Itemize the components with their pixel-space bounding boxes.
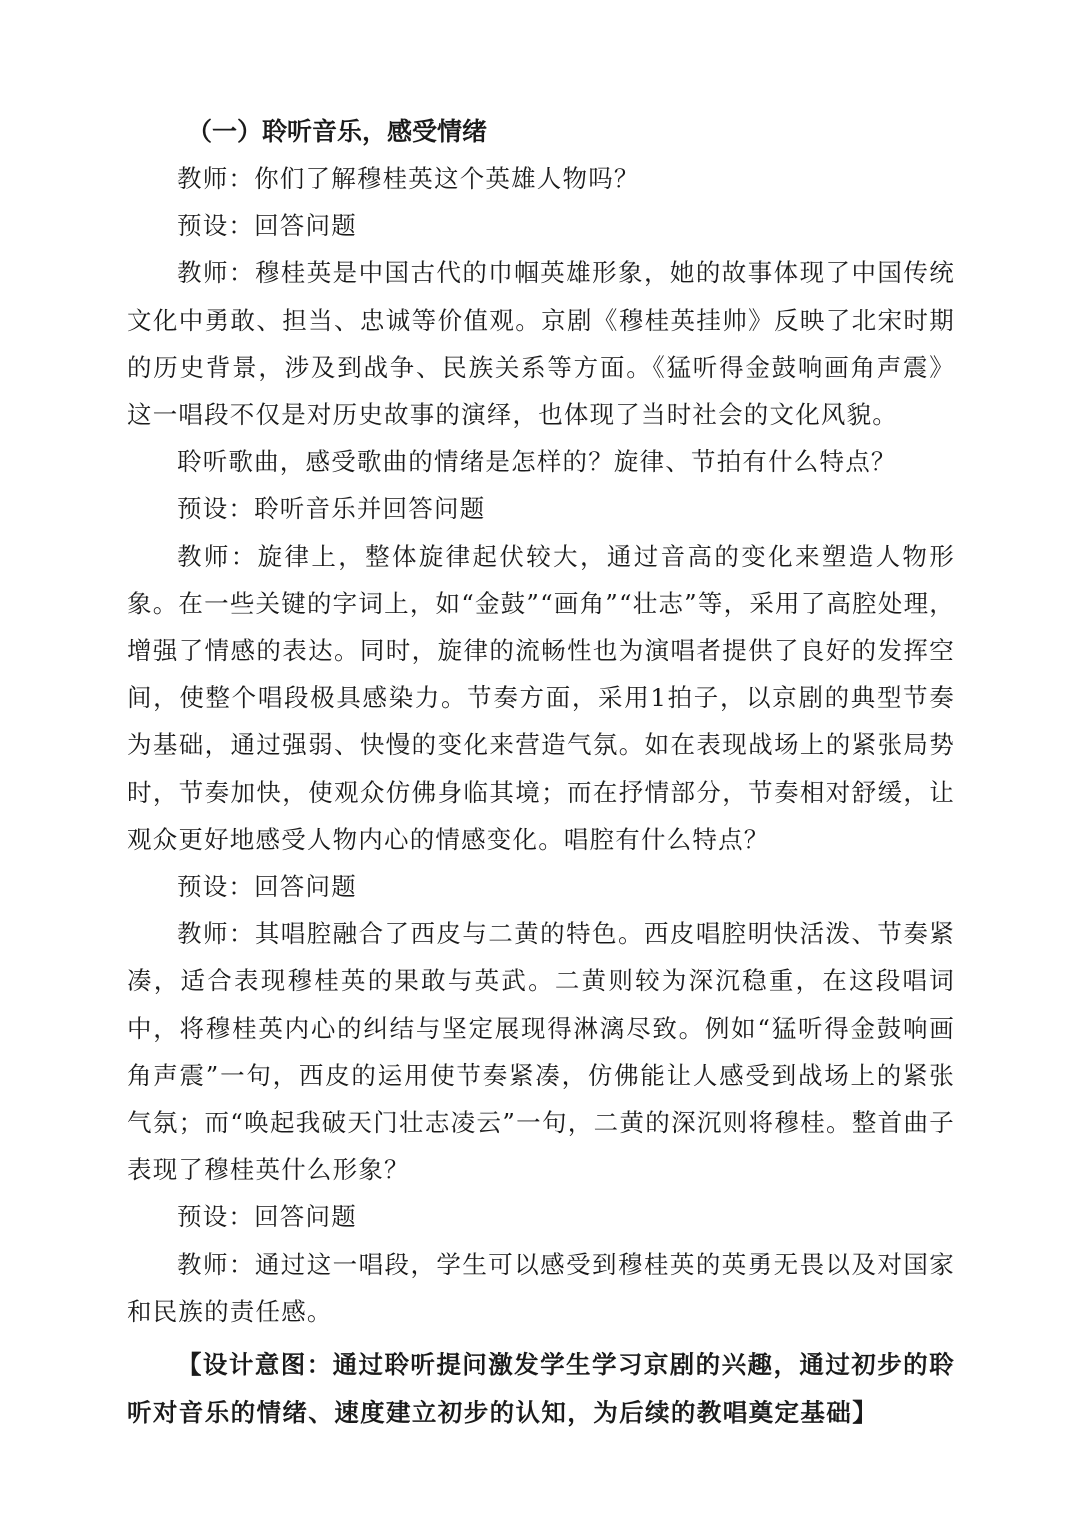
paragraph-teacher-summary: 教师：通过这一唱段，学生可以感受到穆桂英的英勇无畏以及对国家和民族的责任感。 xyxy=(127,1249,955,1326)
paragraph-preset-4: 预设：回答问题 xyxy=(177,1202,357,1232)
paragraph-preset-2: 预设：聆听音乐并回答问题 xyxy=(177,494,486,524)
paragraph-listen-prompt: 聆听歌曲，感受歌曲的情绪是怎样的？旋律、节拍有什么特点？ xyxy=(177,447,897,477)
paragraph-teacher-intro: 教师：穆桂英是中国古代的巾帼英雄形象，她的故事体现了中国传统文化中勇敢、担当、忠诚等价值观。京剧《穆桂英挂帅》反映了北宋时期的历史背景，涉及到战争、民族关系等方面。《猛听得金鼓响画角声震》这一唱段不仅是对历史故事的演绎，也体现了当时社会的文化风貌。 xyxy=(127,258,955,430)
paragraph-teacher-vocal: 教师：其唱腔融合了西皮与二黄的特色。西皮唱腔明快活泼、节奏紧凑，适合表现穆桂英的果敢与英武。二黄则较为深沉稳重，在这段唱词中，将穆桂英内心的纠结与坚定展现得淋漓尽致。例如“猛听得金鼓响画角声震”一句，西皮的运用使节奏紧凑，仿佛能让人感受到战场上的紧张气氛；而“唤起我破天门壮志凌云”一句，二黄的深沉则将穆桂。整首曲子表现了穆桂英什么形象？ xyxy=(127,919,955,1185)
section-heading: （一）聆听音乐，感受情绪 xyxy=(187,117,488,146)
document-page xyxy=(127,108,955,1437)
design-intent: 【设计意图：通过聆听提问激发学生学习京剧的兴趣，通过初步的聆听对音乐的情绪、速度建立初步的认知，为后续的教唱奠定基础】 xyxy=(127,1350,955,1428)
paragraph-preset-1: 预设：回答问题 xyxy=(177,211,357,241)
paragraph-teacher-melody: 教师：旋律上，整体旋律起伏较大，通过音高的变化来塑造人物形象。在一些关键的字词上，如“金鼓”“画角”“壮志”等，采用了高腔处理，增强了情感的表达。同时，旋律的流畅性也为演唱者提供了良好的发挥空间，使整个唱段极具感染力。节奏方面，采用1拍子，以京剧的典型节奏为基础，通过强弱、快慢的变化来营造气氛。如在表现战场上的紧张局势时，节奏加快，使观众仿佛身临其境；而在抒情部分，节奏相对舒缓，让观众更好地感受人物内心的情感变化。唱腔有什么特点？ xyxy=(127,541,955,854)
paragraph-teacher-question: 教师：你们了解穆桂英这个英雄人物吗？ xyxy=(177,164,640,193)
paragraph-preset-3: 预设：回答问题 xyxy=(177,872,357,902)
